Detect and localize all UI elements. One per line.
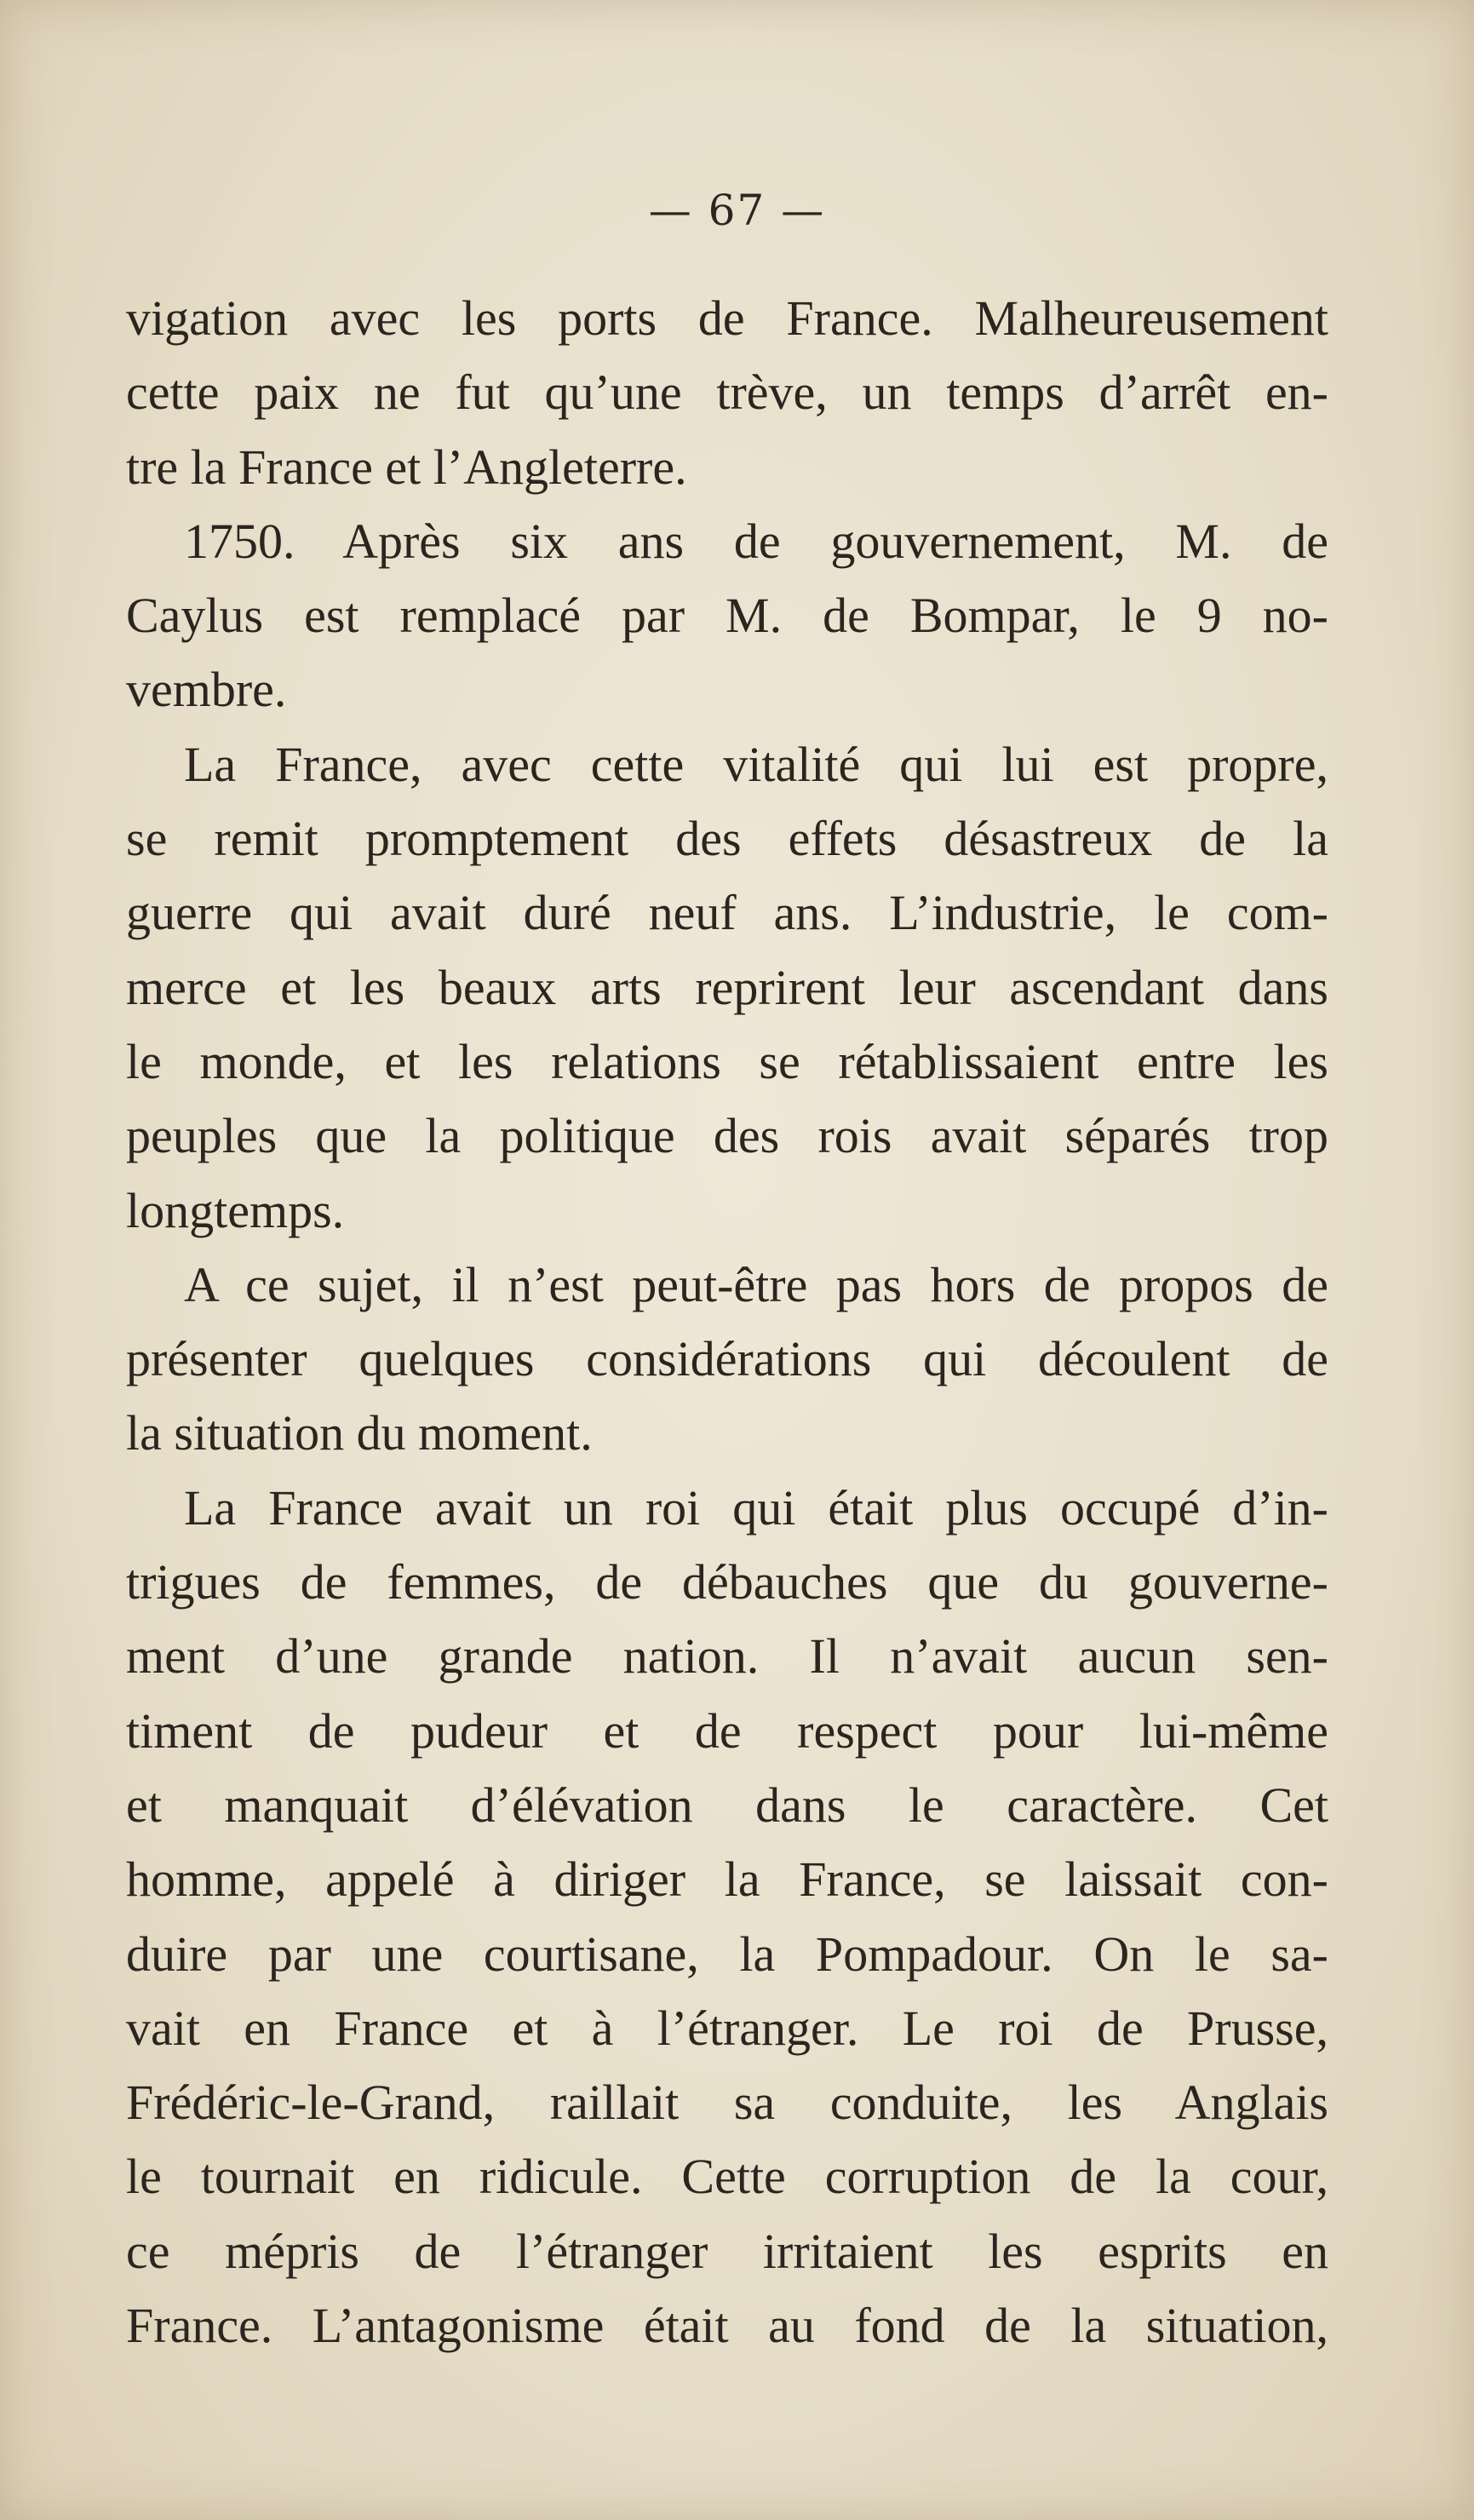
text-line: France. L’antagonisme était au fond de la situation, bbox=[126, 2298, 1328, 2354]
text-line: présenter quelques considérations qui découlent de bbox=[126, 1331, 1328, 1387]
text-line: vembre. bbox=[126, 662, 287, 718]
text-line: la situation du moment. bbox=[126, 1405, 593, 1461]
page-body-text bbox=[126, 281, 1328, 2362]
text-line: A ce sujet, il n’est peut-être pas hors de propos de bbox=[184, 1256, 1328, 1312]
text-line: Caylus est remplacé par M. de Bompar, le 9 no- bbox=[126, 588, 1328, 644]
text-line: trigues de femmes, de débauches que du gouverne- bbox=[126, 1554, 1328, 1610]
text-line: cette paix ne fut qu’une trève, un temps d’arrêt en- bbox=[126, 365, 1328, 421]
text-line: ce mépris de l’étranger irritaient les esprits en bbox=[126, 2223, 1328, 2279]
text-line: tre la France et l’Angleterre. bbox=[126, 439, 687, 495]
text-line: peuples que la politique des rois avait séparés trop bbox=[126, 1108, 1328, 1164]
text-line: ment d’une grande nation. Il n’avait aucun sen- bbox=[126, 1628, 1328, 1685]
text-line: merce et les beaux arts reprirent leur ascendant dans bbox=[126, 959, 1328, 1015]
page-number: — 67 — bbox=[648, 186, 826, 235]
text-line: longtemps. bbox=[126, 1182, 345, 1238]
text-line: le tournait en ridicule. Cette corruption de la cour, bbox=[126, 2149, 1328, 2205]
text-line: La France, avec cette vitalité qui lui est propre, bbox=[184, 736, 1328, 792]
text-line: vait en France et à l’étranger. Le roi de Prusse, bbox=[126, 2000, 1328, 2056]
text-line: duire par une courtisane, la Pompadour. On le sa- bbox=[126, 1926, 1328, 1982]
text-line: La France avait un roi qui était plus occupé d’in- bbox=[184, 1479, 1328, 1536]
text-line: Frédéric-le-Grand, raillait sa conduite, les Anglais bbox=[126, 2075, 1328, 2131]
text-line: guerre qui avait duré neuf ans. L’industrie, le com- bbox=[126, 885, 1328, 941]
text-line: vigation avec les ports de France. Malheureusement bbox=[126, 290, 1328, 346]
text-line: se remit promptement des effets désastreux de la bbox=[126, 811, 1328, 867]
text-line: 1750. Après six ans de gouvernement, M. de bbox=[184, 513, 1328, 569]
text-line: le monde, et les relations se rétablissaient entre les bbox=[126, 1033, 1328, 1089]
text-line: timent de pudeur et de respect pour lui-même bbox=[126, 1702, 1328, 1759]
text-line: et manquait d’élévation dans le caractère. Cet bbox=[126, 1777, 1328, 1833]
text-line: homme, appelé à diriger la France, se laissait con- bbox=[126, 1851, 1328, 1908]
